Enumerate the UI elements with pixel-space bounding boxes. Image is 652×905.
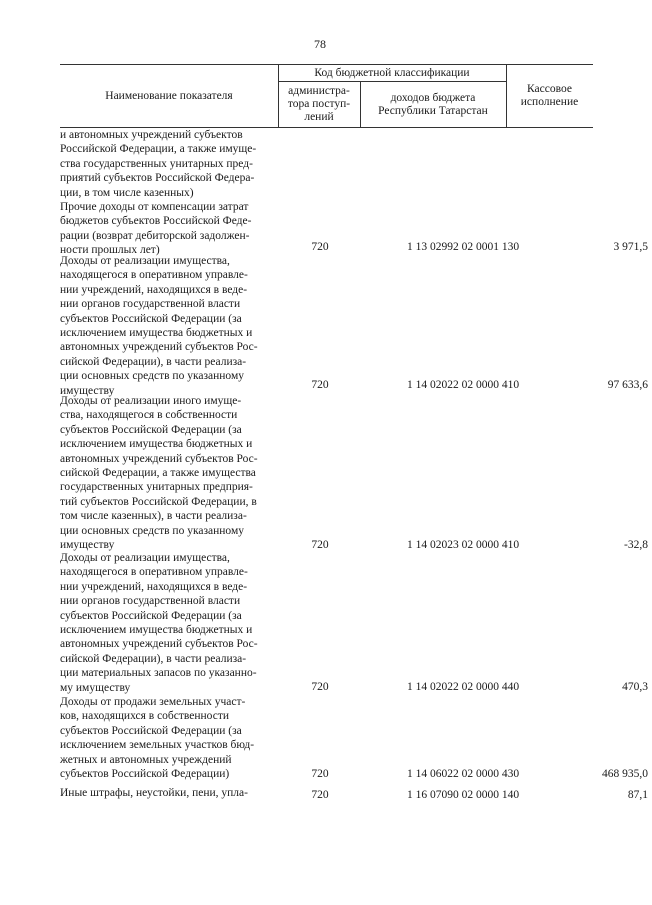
table-row bbox=[60, 200, 648, 257]
table-row bbox=[60, 695, 648, 781]
row-admin-code: 720 bbox=[311, 680, 329, 693]
row-income-code: 1 14 06022 02 0000 430 bbox=[406, 767, 520, 780]
row-income-code: 1 14 02023 02 0000 410 bbox=[406, 538, 520, 551]
row-admin-code: 720 bbox=[311, 767, 329, 780]
header-bcc-group: Код бюджетной классификации bbox=[314, 66, 470, 79]
row-name: и автономных учреждений субъектов Российской Федерации, а также имуще- ства государственных унитарных пред- приятий субъектов Российской Федера- ции, в том числе казенных) bbox=[60, 129, 257, 199]
table-row bbox=[60, 394, 648, 552]
table-header bbox=[60, 64, 593, 128]
row-admin-code: 720 bbox=[311, 378, 329, 391]
table-row bbox=[60, 254, 648, 397]
row-admin-code: 720 bbox=[311, 788, 329, 801]
header-execution-column: Кассовое исполнение bbox=[520, 83, 579, 108]
table-row bbox=[60, 551, 648, 694]
row-amount: 3 971,5 bbox=[613, 240, 648, 253]
row-admin-code: 720 bbox=[311, 538, 329, 551]
table-row bbox=[60, 786, 648, 802]
row-admin-code: 720 bbox=[311, 240, 329, 253]
row-name: Доходы от продажи земельных участ- ков, находящихся в собственности субъектов Российской Федерации (за исключением земельных участков бюд- жетных и автономных учреждений субъектов Российской Федерации) bbox=[60, 696, 255, 781]
row-income-code: 1 14 02022 02 0000 440 bbox=[406, 680, 520, 693]
header-name-column: Наименование показателя bbox=[105, 89, 233, 102]
row-amount: 97 633,6 bbox=[607, 378, 648, 391]
header-admin-column: администра- тора поступ- лений bbox=[287, 85, 351, 123]
page-number: 78 bbox=[314, 37, 326, 51]
row-name: Прочие доходы от компенсации затрат бюджетов субъектов Российской Феде- рации (возврат дебиторской задолжен- ности прошлых лет) bbox=[60, 201, 252, 257]
row-income-code: 1 14 02022 02 0000 410 bbox=[406, 378, 520, 391]
row-amount: 87,1 bbox=[627, 788, 648, 801]
row-name: Доходы от реализации имущества, находящегося в оперативном управле- нии учреждений, находящихся в веде- нии органов государственной власти субъектов Российской Федерации (за исключением имущества бюджетных и автономных учреждений субъектов Рос- сийской Федерации), в части реализа- ции материальных запасов по указанно- му имуществу bbox=[60, 552, 258, 694]
row-income-code: 1 16 07090 02 0000 140 bbox=[406, 788, 520, 801]
table-row bbox=[60, 128, 593, 200]
row-amount: 470,3 bbox=[622, 680, 648, 693]
row-amount: 468 935,0 bbox=[602, 767, 648, 780]
header-income-column: доходов бюджета Республики Татарстан bbox=[378, 91, 488, 117]
row-name: Доходы от реализации иного имуще- ства, находящегося в собственности субъектов Российской Федерации (за исключением имущества бюджетных и автономных учреждений субъектов Рос- сийской Федерации, а также имущества государственных унитарных предприя- тий субъектов Российской Федерации, в том числе казенных), в части реализа- ции основных средств по указанному имуществу bbox=[60, 395, 258, 552]
row-name: Доходы от реализации имущества, находящегося в оперативном управле- нии учреждений, находящихся в веде- нии органов государственной власти субъектов Российской Федерации (за исключением имущества бюджетных и автономных учреждений субъектов Рос- сийской Федерации), в части реализа- ции основных средств по указанному имуществу bbox=[60, 255, 258, 397]
row-amount: -32,8 bbox=[624, 538, 648, 551]
row-income-code: 1 13 02992 02 0001 130 bbox=[406, 240, 520, 253]
row-name: Иные штрафы, неустойки, пени, упла- bbox=[60, 787, 248, 799]
